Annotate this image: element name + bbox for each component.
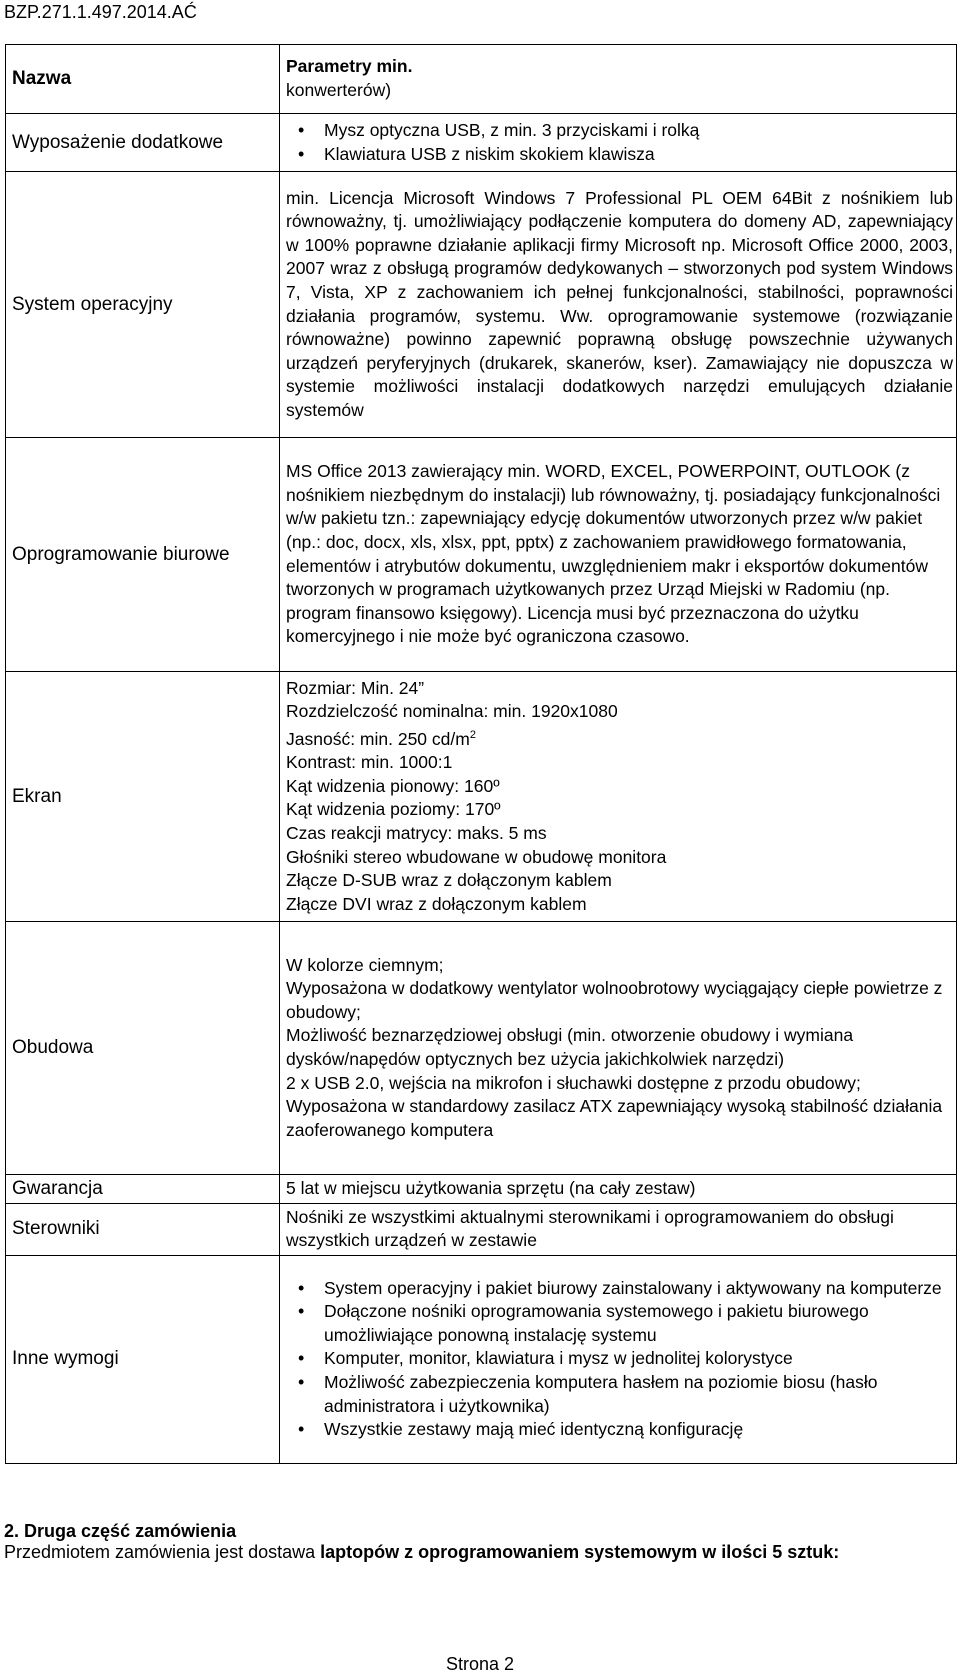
- header-params-cell: [280, 45, 957, 114]
- section-2: [4, 1521, 954, 1563]
- section-body-bold: laptopów z oprogramowaniem systemowym w ilości 5 sztuk:: [320, 1542, 840, 1562]
- bullet-list: [286, 119, 953, 166]
- list-item: • System operacyjny i pakiet biurowy zainstalowany i aktywowany na komputerze: [286, 1277, 953, 1301]
- list-item: • Możliwość zabezpieczenia komputera hasłem na poziomie biosu (hasło administratora i użytkownika): [286, 1371, 953, 1418]
- table-row: [6, 1203, 957, 1255]
- section-heading: 2. Druga część zamówienia: [4, 1521, 237, 1541]
- list-item: • Klawiatura USB z niskim skokiem klawisza: [286, 143, 953, 167]
- row-text: MS Office 2013 zawierający min. WORD, EXCEL, POWERPOINT, OUTLOOK (z nośnikiem niezbędnym do instalacji) lub równoważny, tj. posiadający funkcjonalności w/w pakietu tzn.: zapewniający edycję dokumentów utworzonych przez w/w pakiet (np.: doc, docx, xls, xlsx, ppt, pptx) z zachowaniem prawidłowego formatowania, elementów i atrybutów dokumentu, uwzględnieniem makr i eksportów dokumentów tworzonych w programach użytkowanych przez Urząd Miejski w Radomiu (np. program finansowo księgowy). Licencja musi być przeznaczona do użytku komercyjnego i nie może być ograniczona czasowo.: [286, 461, 941, 647]
- table-row: [6, 172, 957, 438]
- header-params-sub: konwerterów): [286, 80, 392, 100]
- screen-dsub: Złącze D-SUB wraz z dołączonym kablem: [286, 870, 612, 891]
- table-header-row: [6, 45, 957, 114]
- row-name: Obudowa: [6, 922, 280, 1175]
- row-name: Wyposażenie dodatkowe: [6, 114, 280, 172]
- header-name-cell: [6, 45, 280, 114]
- screen-contrast: Kontrast: min. 1000:1: [286, 752, 453, 773]
- row-name: Oprogramowanie biurowe: [6, 438, 280, 672]
- row-name: System operacyjny: [6, 172, 280, 438]
- screen-brightness: Jasność: min. 250 $cd/m^2$: [286, 728, 476, 749]
- table-row: [6, 1255, 957, 1463]
- list-item: • Wszystkie zestawy mają mieć identyczną konfigurację: [286, 1418, 953, 1442]
- page-number: Strona 2: [445, 1654, 515, 1674]
- table-row: [6, 1175, 957, 1204]
- header-params: Parametry min.: [286, 56, 413, 77]
- list-item: • Komputer, monitor, klawiatura i mysz w jednolitej kolorystyce: [286, 1347, 953, 1371]
- case-line: Możliwość beznarzędziowej obsługi (min. otworzenie obudowy i wymiana dysków/napędów optycznych bez użycia jakichkolwiek narzędzi): [286, 1025, 854, 1069]
- table-row: [6, 922, 957, 1175]
- superscript: 2: [469, 728, 476, 741]
- row-value: [280, 172, 957, 438]
- row-value: [280, 922, 957, 1175]
- screen-resolution: Rozdzielczość nominalna: min. 1920x1080: [286, 701, 618, 722]
- row-value: [280, 672, 957, 922]
- row-name: Sterowniki: [6, 1203, 280, 1255]
- header-name: Nazwa: [12, 68, 72, 89]
- row-value: [280, 438, 957, 672]
- row-value: 5 lat w miejscu użytkowania sprzętu (na cały zestaw): [280, 1175, 957, 1204]
- section-body: Przedmiotem zamówienia jest dostawa laptopów z oprogramowaniem systemowym w ilości 5 sztuk:: [4, 1542, 840, 1562]
- bullet-list: [286, 1277, 953, 1442]
- case-line: W kolorze ciemnym;: [286, 954, 444, 975]
- row-value: [280, 114, 957, 172]
- screen-horizontal-angle: Kąt widzenia poziomy: 170º: [286, 799, 501, 820]
- row-value: Nośniki ze wszystkimi aktualnymi sterownikami i oprogramowaniem do obsługi wszystkich urządzeń w zestawie: [280, 1203, 957, 1255]
- case-line: Wyposażona w standardowy zasilacz ATX zapewniający wysoką stabilność działania zaoferowanego komputera: [286, 1096, 943, 1140]
- table-row: [6, 672, 957, 922]
- row-name: Gwarancja: [6, 1175, 280, 1204]
- screen-size: Rozmiar: Min. 24”: [286, 677, 425, 698]
- table-row: [6, 114, 957, 172]
- case-line: 2 x USB 2.0, wejścia na mikrofon i słuchawki dostępne z przodu obudowy;: [286, 1072, 861, 1093]
- list-item: • Mysz optyczna USB, z min. 3 przyciskami i rolką: [286, 119, 953, 143]
- list-item: • Dołączone nośniki oprogramowania systemowego i pakietu biurowego umożliwiające ponowną instalację systemu: [286, 1300, 953, 1347]
- row-value: [280, 1255, 957, 1463]
- row-text: min. Licencja Microsoft Windows 7 Professional PL OEM 64Bit z nośnikiem lub równoważny, tj. umożliwiający podłączenie komputera do domeny AD, zapewniający w 100% poprawne działanie aplikacji firmy Microsoft np. Microsoft Office 2000, 2003, 2007 wraz z obsługą programów dedykowanych – stworzonych pod system Windows 7, Vista, XP z zachowaniem ich pełnej funkcjonalności, stabilności, poprawności działania programów, systemu. Ww. oprogramowanie systemowe (rozwiązanie równoważne) powinno zapewnić poprawną obsługę powszechnie używanych urządzeń peryferyjnych (drukarek, skanerów, kser). Zamawiający nie dopuszcza w systemie możliwości instalacji dodatkowych narzędzi emulujących działanie systemów: [286, 187, 953, 420]
- screen-dvi: Złącze DVI wraz z dołączonym kablem: [286, 893, 587, 914]
- screen-speakers: Głośniki stereo wbudowane w obudowę monitora: [286, 846, 667, 867]
- table-row: [6, 438, 957, 672]
- row-name: Ekran: [6, 672, 280, 922]
- case-line: Wyposażona w dodatkowy wentylator wolnoobrotowy wyciągający ciepłe powietrze z obudowy;: [286, 978, 943, 1022]
- document-reference: BZP.271.1.497.2014.AĆ: [4, 2, 197, 22]
- screen-response-time: Czas reakcji matrycy: maks. 5 ms: [286, 823, 547, 843]
- row-name: Inne wymogi: [6, 1255, 280, 1463]
- spec-table: [5, 44, 957, 1464]
- screen-vertical-angle: Kąt widzenia pionowy: 160º: [286, 775, 500, 796]
